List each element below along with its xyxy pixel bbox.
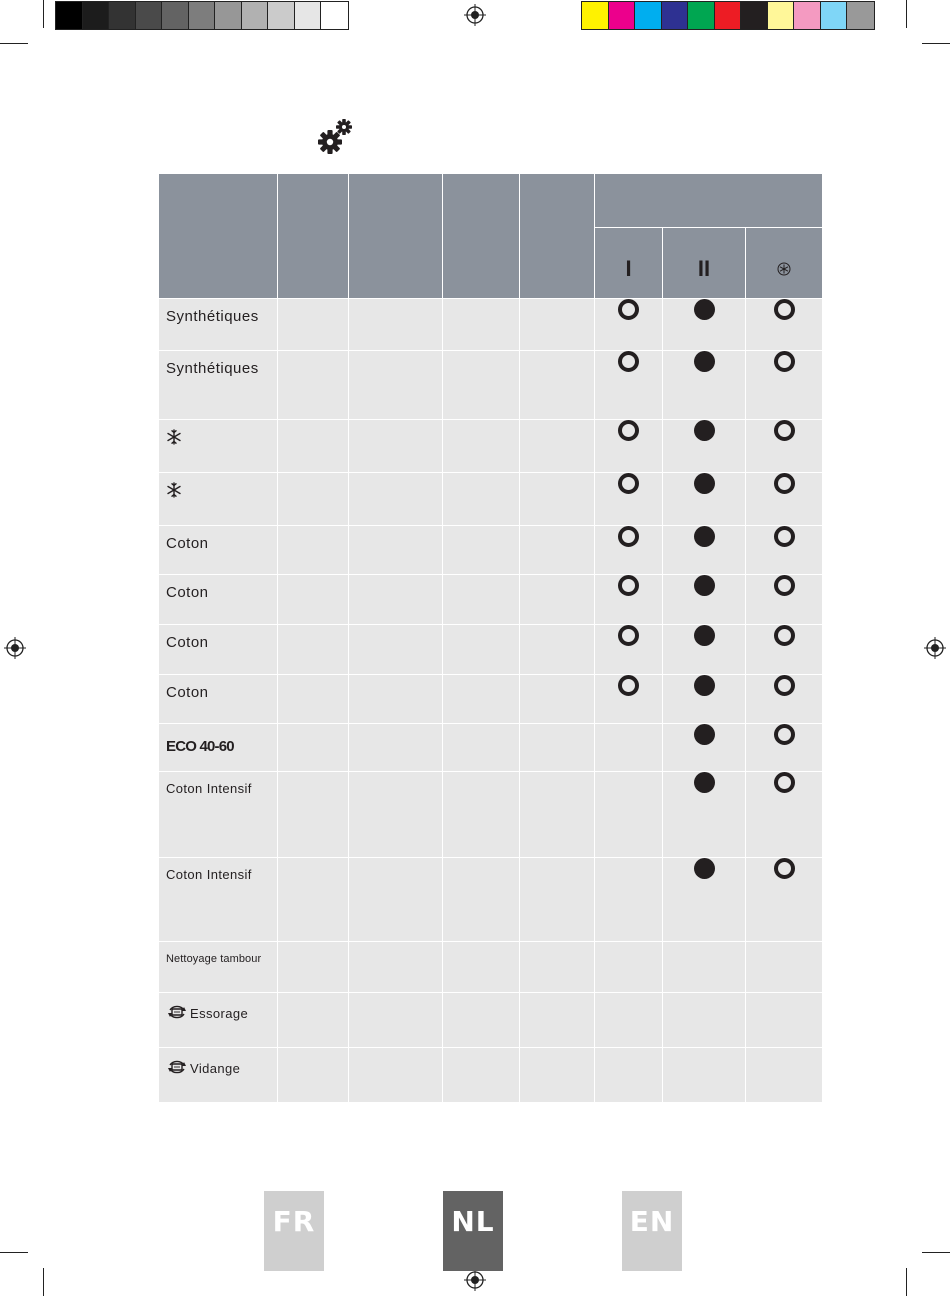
table-row [159,1048,823,1103]
program-name: Coton [166,684,209,701]
color-swatch [215,2,242,29]
mark-cell [663,942,746,993]
value-cell [443,993,520,1048]
value-cell [520,772,595,858]
mark-cell [663,299,746,351]
optional-mark-icon [618,351,639,372]
color-swatch [295,2,322,29]
value-cell [443,942,520,993]
value-cell [278,351,349,420]
color-swatch [715,2,742,29]
header-cell [278,174,349,299]
value-cell [278,473,349,526]
optional-mark-icon [774,724,795,745]
program-name: ECO 40-60 [166,738,234,755]
default-mark-icon [694,473,715,494]
value-cell [349,420,443,473]
table-row [159,993,823,1048]
program-name: Vidange [190,1061,241,1076]
optional-mark-icon [618,526,639,547]
optional-mark-icon [618,675,639,696]
value-cell [349,473,443,526]
value-cell [278,942,349,993]
default-mark-icon [694,526,715,547]
header-cell [349,174,443,299]
value-cell [520,420,595,473]
optional-mark-icon [774,625,795,646]
program-name: Coton [166,634,209,651]
program-name: Synthétiques [166,360,259,377]
mark-cell [746,420,823,473]
default-mark-icon [694,299,715,320]
mark-cell [663,724,746,772]
mark-cell [595,351,663,420]
mark-cell [663,772,746,858]
mark-cell [663,858,746,942]
optional-mark-icon [774,526,795,547]
program-name-cell [159,858,278,942]
table-row [159,526,823,575]
mark-cell [746,772,823,858]
program-name-cell [159,993,278,1048]
value-cell [443,473,520,526]
gray-color-bar [55,1,349,30]
mark-cell [595,772,663,858]
color-swatch [189,2,216,29]
mark-cell [746,351,823,420]
optional-mark-icon [774,675,795,696]
table-row [159,420,823,473]
mark-cell [595,942,663,993]
value-cell [443,724,520,772]
mark-cell [663,1048,746,1103]
value-cell [278,575,349,625]
optional-mark-icon [618,420,639,441]
optional-mark-icon [618,473,639,494]
value-cell [443,625,520,675]
program-name-cell [159,675,278,724]
value-cell [349,724,443,772]
table-row [159,942,823,993]
mark-cell [746,299,823,351]
table-row [159,724,823,772]
color-swatch [688,2,715,29]
color-swatch [609,2,636,29]
value-cell [520,299,595,351]
value-cell [520,1048,595,1103]
mark-cell [663,625,746,675]
sub-header-level-1: I [595,228,663,299]
mark-cell [663,575,746,625]
program-name-cell [159,625,278,675]
crop-mark [0,1252,28,1253]
process-color-bar [581,1,875,30]
optional-mark-icon [774,420,795,441]
drum-icon [166,1057,188,1077]
program-name-cell [159,942,278,993]
value-cell [443,299,520,351]
program-name: Nettoyage tambour [166,953,262,965]
value-cell [349,993,443,1048]
mark-cell [595,575,663,625]
mark-cell [746,675,823,724]
value-cell [278,299,349,351]
language-tab-en[interactable]: EN [622,1191,682,1271]
value-cell [278,772,349,858]
value-cell [443,772,520,858]
value-cell [443,420,520,473]
mark-cell [595,299,663,351]
value-cell [520,625,595,675]
color-swatch [136,2,163,29]
crop-mark [906,0,907,28]
sub-header-level-2: II [663,228,746,299]
value-cell [443,575,520,625]
registration-mark-icon [924,637,946,659]
value-cell [278,993,349,1048]
color-swatch [109,2,136,29]
value-cell [349,858,443,942]
mark-cell [595,473,663,526]
value-cell [520,351,595,420]
color-swatch [56,2,83,29]
snowflake-icon [166,429,182,445]
value-cell [520,526,595,575]
crop-mark [43,0,44,28]
color-swatch [242,2,269,29]
default-mark-icon [694,724,715,745]
language-tab-fr[interactable]: FR [264,1191,324,1271]
program-name: Essorage [190,1006,249,1021]
mark-cell [663,993,746,1048]
mark-cell [663,473,746,526]
value-cell [520,473,595,526]
mark-cell [746,625,823,675]
value-cell [278,675,349,724]
mark-cell [595,526,663,575]
header-cell [443,174,520,299]
default-mark-icon [694,575,715,596]
registration-mark-icon [4,637,26,659]
program-name-cell [159,526,278,575]
value-cell [443,526,520,575]
default-mark-icon [694,625,715,646]
program-name: Coton Intensif [166,867,252,882]
color-swatch [768,2,795,29]
color-swatch [162,2,189,29]
program-name: Synthétiques [166,308,259,325]
value-cell [443,858,520,942]
color-swatch [821,2,848,29]
color-swatch [662,2,689,29]
optional-mark-icon [618,625,639,646]
optional-mark-icon [774,473,795,494]
color-swatch [268,2,295,29]
mark-cell [595,420,663,473]
color-swatch [741,2,768,29]
program-name-cell [159,351,278,420]
table-row [159,858,823,942]
cold-icon [777,262,791,276]
crop-mark [43,1268,44,1296]
value-cell [520,675,595,724]
crop-mark [906,1268,907,1296]
program-name-cell [159,724,278,772]
value-cell [278,625,349,675]
table-row [159,772,823,858]
snowflake-icon [166,482,182,498]
optional-mark-icon [774,575,795,596]
table-row [159,299,823,351]
value-cell [278,420,349,473]
mark-cell [746,942,823,993]
language-tab-nl[interactable]: NL [443,1191,503,1271]
value-cell [278,858,349,942]
color-swatch [635,2,662,29]
table-row [159,675,823,724]
optional-mark-icon [618,575,639,596]
mark-cell [595,1048,663,1103]
value-cell [278,724,349,772]
mark-cell [746,473,823,526]
optional-mark-icon [774,772,795,793]
program-name-cell [159,575,278,625]
crop-mark [0,43,28,44]
mark-cell [663,420,746,473]
registration-mark-icon [464,4,486,26]
color-swatch [847,2,874,29]
value-cell [349,1048,443,1103]
value-cell [349,575,443,625]
value-cell [278,526,349,575]
value-cell [278,1048,349,1103]
table-row [159,575,823,625]
table-row [159,473,823,526]
value-cell [349,526,443,575]
mark-cell [663,351,746,420]
value-cell [520,575,595,625]
mark-cell [595,724,663,772]
header-cell [520,174,595,299]
optional-mark-icon [774,858,795,879]
registration-mark-icon [464,1269,486,1291]
color-swatch [83,2,110,29]
optional-mark-icon [774,299,795,320]
mark-cell [595,625,663,675]
value-cell [520,942,595,993]
value-cell [520,724,595,772]
mark-cell [746,993,823,1048]
table-row [159,625,823,675]
header-cell [159,174,278,299]
default-mark-icon [694,675,715,696]
program-name-cell [159,473,278,526]
value-cell [349,942,443,993]
program-name-cell [159,420,278,473]
value-cell [520,993,595,1048]
value-cell [349,351,443,420]
optional-mark-icon [774,351,795,372]
value-cell [443,675,520,724]
mark-cell [746,575,823,625]
value-cell [349,625,443,675]
value-cell [349,772,443,858]
value-cell [520,858,595,942]
color-swatch [794,2,821,29]
mark-cell [746,724,823,772]
default-mark-icon [694,420,715,441]
mark-cell [595,858,663,942]
program-name: Coton [166,535,209,552]
value-cell [443,1048,520,1103]
value-cell [349,299,443,351]
mark-cell [746,526,823,575]
program-name-cell [159,299,278,351]
sub-header-cold [746,228,823,299]
default-mark-icon [694,772,715,793]
mark-cell [746,1048,823,1103]
gears-icon [316,118,356,156]
color-swatch [321,2,348,29]
table-row [159,351,823,420]
program-name: Coton [166,584,209,601]
header-group-cell [595,174,823,228]
program-table [158,173,823,1103]
default-mark-icon [694,351,715,372]
default-mark-icon [694,858,715,879]
mark-cell [595,675,663,724]
value-cell [349,675,443,724]
program-name-cell [159,1048,278,1103]
program-name-cell [159,772,278,858]
mark-cell [663,675,746,724]
optional-mark-icon [618,299,639,320]
mark-cell [663,526,746,575]
crop-mark [922,43,950,44]
program-name: Coton Intensif [166,781,252,796]
value-cell [443,351,520,420]
mark-cell [595,993,663,1048]
mark-cell [746,858,823,942]
color-swatch [582,2,609,29]
crop-mark [922,1252,950,1253]
drum-icon [166,1002,188,1022]
